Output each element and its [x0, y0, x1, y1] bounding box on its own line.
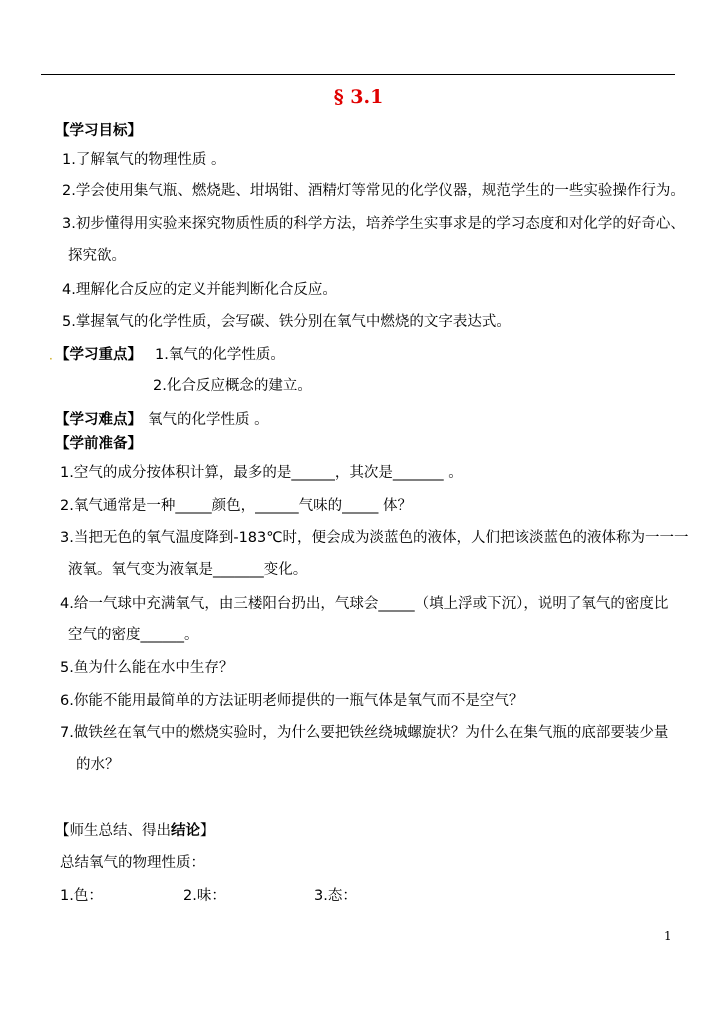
goal-item: 4.理解化合反应的定义并能判断化合反应。	[62, 282, 337, 298]
property-smell: 2.味：	[183, 888, 226, 904]
goal-item-continued: 探究欲。	[68, 248, 126, 264]
goal-item: 1.了解氧气的物理性质 。	[62, 152, 226, 168]
prep-question: 5.鱼为什么能在水中生存？	[60, 660, 234, 676]
key-point-item: 2.化合反应概念的建立。	[153, 378, 312, 394]
prep-question-continued: 的水？	[76, 757, 120, 773]
prep-question: 1.空气的成分按体积计算，最多的是______，其次是_______ 。	[60, 465, 463, 481]
prep-question: 4.给一气球中充满氧气，由三楼阳台扔出，气球会_____（填上浮或下沉），说明了氧气的密度比	[60, 596, 669, 612]
key-points-heading: 【学习重点】	[55, 347, 142, 363]
prep-question: 2.氧气通常是一种_____颜色，______气味的_____ 体？	[60, 498, 412, 514]
bullet-dot: ·	[49, 352, 53, 366]
header-rule	[41, 74, 675, 75]
summary-heading: 【师生总结、得出结论】	[55, 823, 215, 839]
prep-question: 6.你能不能用最简单的方法证明老师提供的一瓶气体是氧气而不是空气？	[60, 693, 524, 709]
property-state: 3.态：	[314, 888, 357, 904]
difficulty-text: 氧气的化学性质 。	[148, 412, 269, 428]
prep-question-continued: 空气的密度______。	[68, 627, 199, 643]
difficulty-heading: 【学习难点】	[55, 412, 142, 428]
prep-question: 7.做铁丝在氧气中的燃烧实验时，为什么要把铁丝绕城螺旋状？为什么在集气瓶的底部要装少量	[60, 725, 669, 741]
summary-intro: 总结氧气的物理性质：	[60, 855, 205, 871]
page-title: § 3.1	[333, 86, 384, 108]
goal-item: 2.学会使用集气瓶、燃烧匙、坩埚钳、酒精灯等常见的化学仪器，规范学生的一些实验操作行为。	[62, 183, 685, 199]
prep-heading: 【学前准备】	[55, 436, 142, 452]
goals-heading: 【学习目标】	[55, 123, 142, 139]
goal-item: 5.掌握氧气的化学性质，会写碳、铁分别在氧气中燃烧的文字表达式。	[62, 314, 511, 330]
page-number: 1	[664, 929, 672, 943]
key-point-item: 1.氧气的化学性质。	[155, 347, 285, 363]
prep-question: 3.当把无色的氧气温度降到-183℃时，便会成为淡蓝色的液体，人们把该淡蓝色的液体称为一一一	[60, 530, 689, 546]
goal-item: 3.初步懂得用实验来探究物质性质的科学方法，培养学生实事求是的学习态度和对化学的好奇心、	[62, 216, 685, 232]
property-color: 1.色：	[60, 888, 103, 904]
prep-question-continued: 液氧。氧气变为液氧是_______变化。	[68, 562, 308, 578]
